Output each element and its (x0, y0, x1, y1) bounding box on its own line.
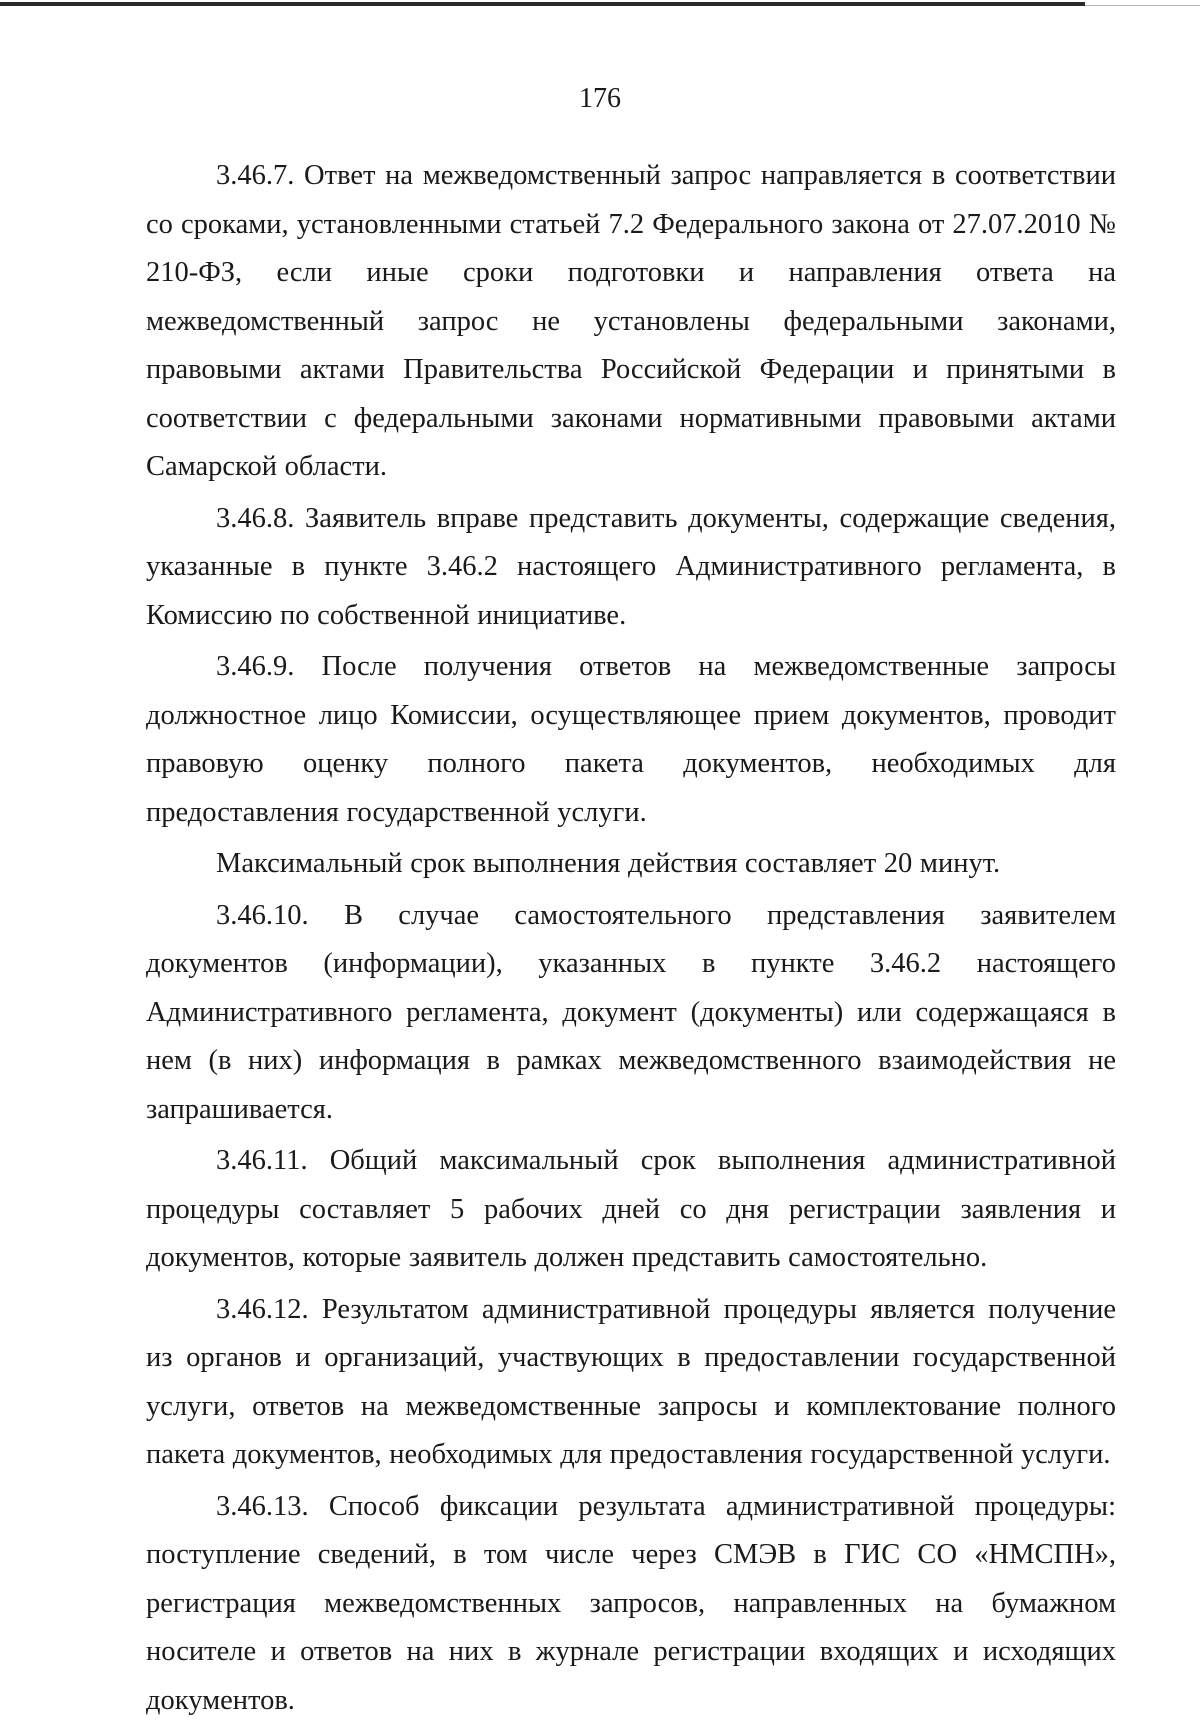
paragraph-max-time: Максимальный срок выполнения действия составляет 20 минут. (216, 848, 1001, 879)
paragraph-3-46-12: 3.46.12. Результатом административной процедуры является получение из органов и организаций, участвующих в предоставлении государственной услуги, ответов на межведомственные запросы и комплектование полного пакета документов, необходимых для предоставления государственной услуги. (146, 1293, 1116, 1470)
paragraph-3-46-11: 3.46.11. Общий максимальный срок выполнения административной процедуры составляет 5 рабочих дней со дня регистрации заявления и документов, которые заявитель должен представить самостоятельно. (146, 1145, 1116, 1273)
top-border-line-faint (1085, 5, 1200, 6)
paragraph-3-46-9: 3.46.9. После получения ответов на межведомственные запросы должностное лицо Комиссии, осуществляющее прием документов, проводит правовую оценку полного пакета документов, необходимых для предоставления государственной услуги. (146, 651, 1116, 828)
page-number: 176 (579, 83, 621, 114)
paragraph-3-46-13: 3.46.13. Способ фиксации результата административной процедуры: поступление сведений, в том числе через СМЭВ в ГИС СО «НМСПН», регистрация межведомственных запросов, направленных на бумажном носителе и ответов на них в журнале регистрации входящих и исходящих документов. (146, 1490, 1116, 1716)
paragraph-3-46-7: 3.46.7. Ответ на межведомственный запрос направляется в соответствии со сроками, установленными статьей 7.2 Федерального закона от 27.07.2010 № 210-ФЗ, если иные сроки подготовки и направления ответа на межведомственный запрос не установлены федеральными законами, правовыми актами Правительства Российской Федерации и принятыми в соответствии с федеральными законами нормативными правовыми актами Самарской области. (146, 160, 1116, 482)
paragraph-3-46-8: 3.46.8. Заявитель вправе представить документы, содержащие сведения, указанные в пункте 3.46.2 настоящего Административного регламента, в Комиссию по собственной инициативе. (146, 502, 1116, 631)
document-body (146, 152, 1116, 1728)
paragraph-3-46-10: 3.46.10. В случае самостоятельного представления заявителем документов (информации), указанных в пункте 3.46.2 настоящего Административного регламента, документ (документы) или содержащаяся в нем (в них) информация в рамках межведомственного взаимодействия не запрашивается. (146, 899, 1116, 1125)
top-border-line (0, 2, 1085, 6)
